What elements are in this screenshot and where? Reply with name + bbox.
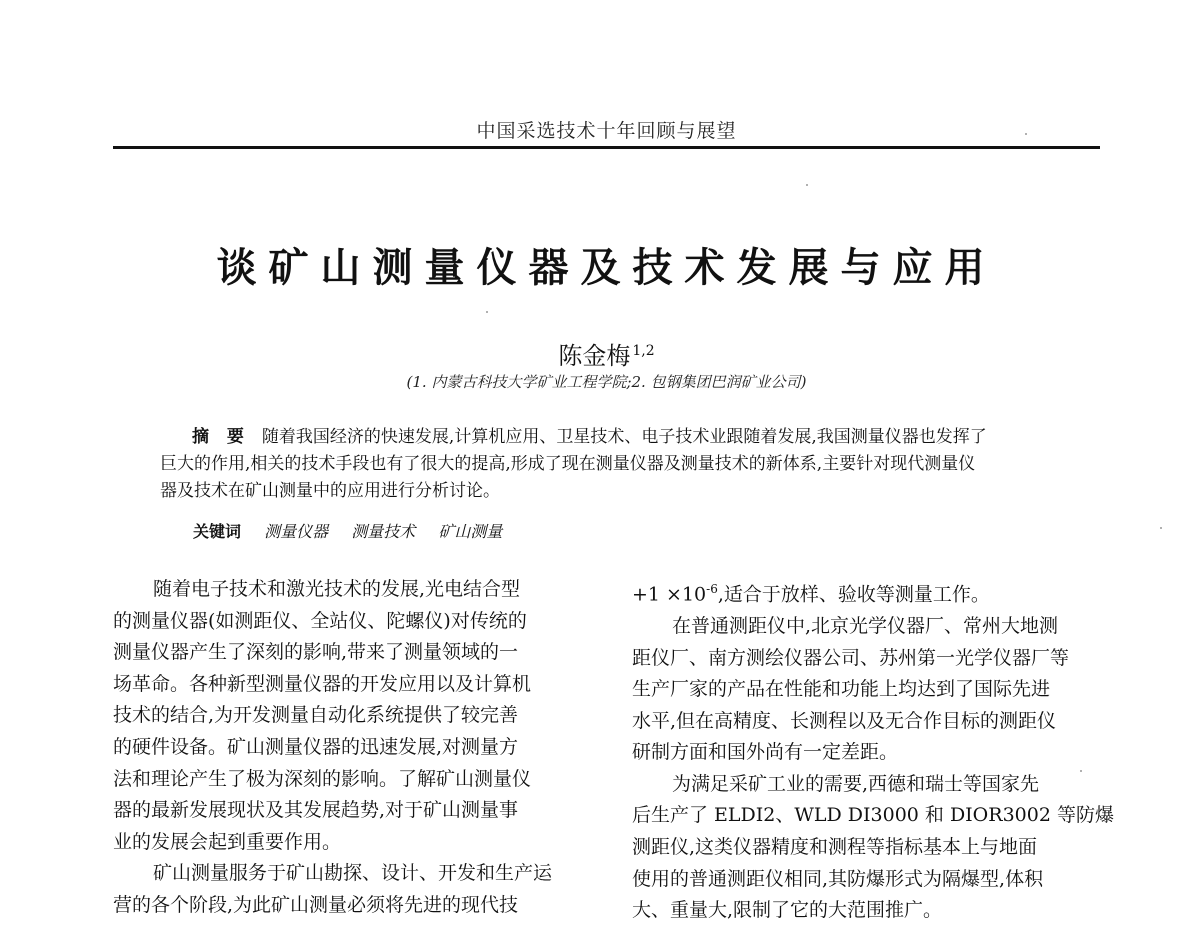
keyword: 测量技术 [351, 522, 416, 541]
keyword: 矿山测量 [438, 522, 503, 541]
keywords [193, 519, 993, 542]
scan-speck [1160, 527, 1162, 529]
paper-title: 谈矿山测量仪器及技术发展与应用 [216, 244, 997, 291]
running-head: 中国采选技术十年回顾与展望 [476, 120, 737, 142]
keyword: 测量仪器 [264, 522, 329, 541]
abstract-label: 摘 要 [192, 427, 250, 447]
affiliation: (1. 内蒙古科技大学矿业工程学院;2. 包钢集团巴润矿业公司) [406, 373, 807, 391]
body-paragraph: 在普通测距仪中,北京光学仪器厂、常州大地测 距仪厂、南方测绘仪器公司、苏州第一光学仪器厂等 生产厂家的产品在性能和功能上均达到了国际先进 水平,但在高精度、长测程以及无合作目标的测距仪 研制方面和国外尚有一定差距。 [632, 614, 1070, 764]
scan-speck [806, 184, 808, 186]
scan-speck [1025, 133, 1027, 135]
abstract-line: 摘 要 随着我国经济的快速发展,计算机应用、卫星技术、电子技术业跟随着发展,我国测量仪器也发挥了 [192, 427, 987, 447]
author-line [113, 336, 1100, 371]
scan-speck [1080, 770, 1082, 772]
abstract [160, 424, 1060, 505]
author-superscript: 1,2 [632, 343, 655, 359]
header-rule [113, 146, 1100, 149]
exponent: -6 [706, 582, 718, 596]
body-column-left [113, 574, 591, 922]
abstract-line: 器及技术在矿山测量中的应用进行分析讨论。 [160, 481, 500, 501]
scan-speck [486, 311, 488, 313]
keywords-label: 关键词 [193, 522, 242, 541]
body-paragraph: 为满足采矿工业的需要,西德和瑞士等国家先 后生产了 ELDI2、WLD DI3000 和 DIOR3002 等防爆 测距仪,这类仪器精度和测程等指标基本上与地面 使用的普通测距仪相同,其防爆形式为隔爆型,体积 大、重量大,限制了它的大范围推广。 [632, 772, 1114, 922]
body-paragraph: 矿山测量服务于矿山勘探、设计、开发和生产运 营的各个阶段,为此矿山测量必须将先进的现代技 [113, 862, 553, 916]
author-name: 陈金梅 [558, 342, 631, 370]
body-paragraph: 随着电子技术和激光技术的发展,光电结合型 的测量仪器(如测距仪、全站仪、陀螺仪)对传统的 测量仪器产生了深刻的影响,带来了测量领域的一 场革命。各种新型测量仪器的开发应用以及计算机 技术的结合,为开发测量自动化系统提供了较完善 的硬件设备。矿山测量仪器的迅速发展,对测量方 法和理论产生了极为深刻的影响。了解矿山测量仪 器的最新发展现状及其发展趋势,对于矿山测量事 业的发展会起到重要作用。 [113, 578, 532, 853]
abstract-line: 巨大的作用,相关的技术手段也有了很大的提高,形成了现在测量仪器及测量技术的新体系,主要针对现代测量仪 [160, 454, 976, 474]
body-column-right [632, 574, 1114, 927]
body-paragraph-continued: $+1 \times 10^{-6}$,适合于放样、验收等测量工作。 [632, 582, 990, 606]
